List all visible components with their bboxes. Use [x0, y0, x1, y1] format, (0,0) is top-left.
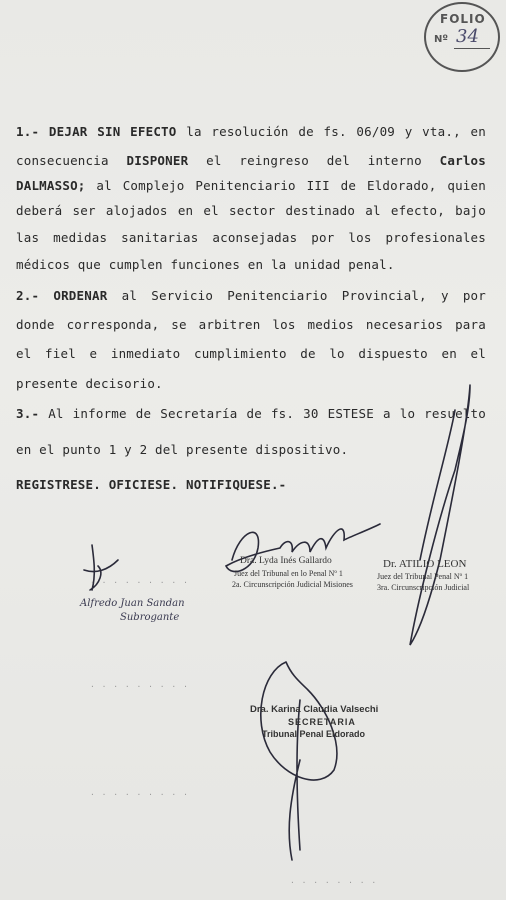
document-page: FOLIO Nº 34 1.- DEJAR SIN EFECTO la resolución de fs. 06/09 y vta., en consecuencia DISPONER el reingreso del interno Carlos DALMASSO; al Complejo Penitenciario III de Eldorado, quien deberá ser alojados en el sector destinado al efecto, bajo las medidas sanitarias aconsejadas por los profesionales médicos que cumplen funciones en la unidad penal. 2.- ORDENAR al Servicio Penitenciario Provincial, y por donde corresponda, se arbitren los medios necesarios para el fiel e inmediato cumplimiento de lo dispuesto en el presente decisorio. 3.- Al informe de Secretaría de fs. 30 ESTESE a lo resuelto en el punto 1 y 2 del presente dispositivo. REGISTRESE. OFICIESE. NOTIFIQUESE.- Dra. Lyda Inés Gallardo Juez del Tribunal en lo Penal Nº 1 2a. Circunscripción Judicial Misiones Dr. ATILIO LEON Juez del Tribunal Penal Nº 1 3ra. Circunscripción Judicial Alfredo Juan Sandan Subrogante · · · · · · · · · · · · · · · · · · · · · · · · · · · · · · · · · · · Dra. Karina Claudia Valsechi SECRETARIA Tribunal Penal Eldorado — [0, 0, 506, 900]
folio-no-label: Nº — [434, 34, 449, 45]
p2-line2: donde corresponda, se arbitren los medios necesarios para — [16, 317, 486, 332]
stamp-valsechi-office: Tribunal Penal Eldorado — [262, 729, 366, 739]
p1-line5: las medidas sanitarias aconsejadas por los profesionales — [16, 230, 486, 245]
stamp-leon-title: Juez del Tribunal Penal Nº 1 — [377, 572, 469, 581]
closing-line: REGISTRESE. OFICIESE. NOTIFIQUESE.- — [16, 477, 287, 492]
stamp-gallardo-circ: 2a. Circunscripción Judicial Misiones — [232, 580, 353, 589]
p1-line6: médicos que cumplen funciones en la unidad penal. — [16, 257, 395, 272]
stamp-gallardo-name: Dra. Lyda Inés Gallardo — [240, 556, 332, 566]
stamp-valsechi-name: Dra. Karina Claudia Valsechi — [250, 704, 379, 715]
stamp-valsechi-title: SECRETARIA — [288, 717, 356, 727]
p1-line3: DALMASSO; al Complejo Penitenciario III de Eldorado, quien — [16, 178, 486, 193]
folio-number: 34 — [456, 26, 479, 47]
p1-line2: consecuencia DISPONER el reingreso del interno Carlos — [16, 153, 486, 168]
p2-line4: presente decisorio. — [16, 376, 163, 391]
stamp-gallardo-title: Juez del Tribunal en lo Penal Nº 1 — [234, 569, 343, 578]
handwritten-name: Alfredo Juan Sandan — [80, 598, 185, 609]
folio-label: FOLIO — [440, 12, 486, 26]
p1-line1: 1.- DEJAR SIN EFECTO la resolución de fs. 06/09 y vta., en — [16, 124, 486, 139]
p2-line3: el fiel e inmediato cumplimiento de lo dispuesto en el — [16, 346, 486, 361]
p3-line1: 3.- Al informe de Secretaría de fs. 30 ESTESE a lo resuelto — [16, 406, 486, 421]
stamp-leon-circ: 3ra. Circunscripción Judicial — [377, 583, 470, 592]
stamp-leon-name: Dr. ATILIO LEON — [383, 558, 467, 570]
p3-line2: en el punto 1 y 2 del presente dispositivo. — [16, 442, 349, 457]
p1-line4: deberá ser alojados en el sector destinado al efecto, bajo — [16, 203, 486, 218]
handwritten-role: Subrogante — [120, 612, 180, 623]
p2-line1: 2.- ORDENAR al Servicio Penitenciario Provincial, y por — [16, 288, 487, 303]
